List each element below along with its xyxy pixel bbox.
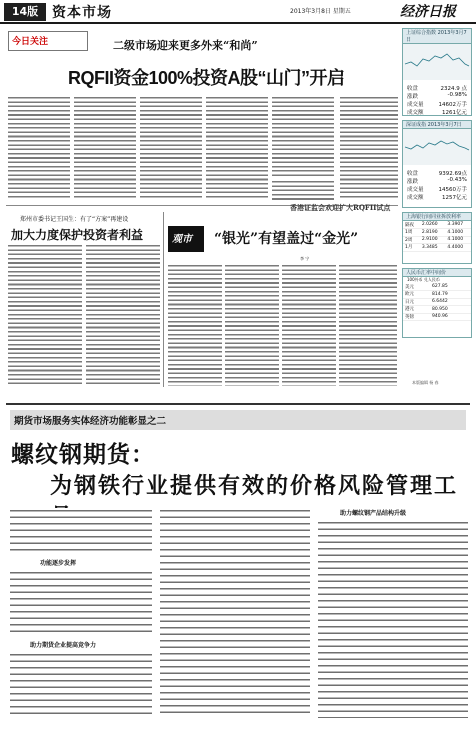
shibor-row: 1月 3.3485 4.4000 [403, 244, 471, 252]
sz-index-panel [402, 120, 472, 208]
fx-row: 美元 627.85 [403, 283, 471, 291]
fx-title: 人民币汇率中间价 [403, 269, 471, 277]
feature-subhead: 功能逐步发挥 [40, 560, 77, 567]
body-text-col [8, 96, 70, 200]
issue-date: 2013年3月8日 星期五 [290, 8, 351, 15]
sz-index-chart [403, 129, 471, 165]
market-row-value: 14560万手 [438, 187, 467, 193]
fx-unit: 100外币 兑人民币 [407, 277, 440, 282]
page-number: 14版 [4, 3, 46, 21]
body-text-col [318, 520, 468, 718]
feature-headline-2: 为钢铁行业提供有效的价格风险管理工 [50, 473, 459, 499]
series-title: 期货市场服务实体经济功能彰显之二 [14, 416, 167, 427]
shibor-title: 上海银行间同业拆放利率 [403, 213, 471, 221]
market-row-label: 收盘 [407, 86, 419, 92]
body-text-col [272, 96, 334, 176]
market-row-label: 涨跌 [407, 94, 419, 100]
market-row [403, 84, 471, 92]
fx-row: 日元 6.6442 [403, 298, 471, 306]
market-row [403, 100, 471, 108]
shibor-row: 2周 2.9100 4.1000 [403, 236, 471, 244]
hk-story-headline: 香港证监会欢迎扩大RQFII试点 [290, 203, 391, 212]
market-row [403, 193, 471, 201]
market-row-value: -0.98% [447, 92, 467, 98]
sz-index-header: 深证成指 2013年3月7日 [403, 121, 471, 129]
observe-badge: 观市 [172, 234, 192, 245]
body-text-col [74, 96, 136, 200]
body-text-col [282, 264, 336, 386]
shibor-row: 1周 2.8190 4.1000 [403, 229, 471, 237]
body-text-col [225, 264, 279, 386]
market-row [403, 177, 471, 185]
body-text-col [86, 244, 160, 386]
market-row [403, 185, 471, 193]
story2-headline: 加大力度保护投资者利益 [11, 228, 144, 242]
feature-headline-1: 螺纹钢期货： [11, 441, 155, 468]
fx-table [403, 283, 471, 321]
story3-byline: 李 宁 [300, 256, 310, 261]
sh-index-chart [403, 44, 471, 80]
story3-headline: “银光”有望盖过“金光” [214, 231, 359, 247]
body-text-col [206, 96, 268, 200]
market-row-value: 2324.9 点 [440, 86, 467, 92]
top-story-headline: RQFII资金100%投资A股“山门”开启 [68, 68, 345, 88]
body-text-col [272, 180, 334, 202]
top-story-subheadline: 二级市场迎来更多外来“和尚” [113, 39, 258, 52]
body-text-col [140, 96, 202, 200]
focus-label: 今日关注 [12, 37, 49, 47]
panel-source: 本版编辑 杨 春 [412, 380, 439, 385]
market-row-label: 成交量 [407, 187, 424, 193]
body-text-col [168, 264, 222, 386]
body-text-col [339, 264, 397, 386]
section-name: 资本市场 [52, 5, 112, 21]
body-text-col [160, 508, 310, 718]
market-row-value: -0.43% [447, 177, 467, 183]
masthead-logo: 经济日报 [400, 4, 456, 20]
sh-index-panel [402, 28, 472, 116]
shibor-panel [402, 212, 472, 264]
market-row-label: 成交量 [407, 102, 424, 108]
fx-panel [402, 268, 472, 338]
fx-row: 欧元 814.79 [403, 291, 471, 299]
feature-subhead: 助力螺纹钢产品结构升级 [340, 510, 407, 517]
fx-row: 英镑 940.96 [403, 313, 471, 321]
shibor-table [403, 221, 471, 252]
section-divider [6, 403, 470, 405]
body-text-col [10, 652, 152, 718]
body-text-col [10, 508, 152, 554]
market-row [403, 108, 471, 116]
feature-subhead: 助力期货企业提高竞争力 [30, 642, 97, 649]
body-text-col [10, 570, 152, 636]
story2-subheadline: 郑州市委书记王国生：有了“方案”再建设 [20, 216, 129, 223]
market-row-label: 成交额 [407, 110, 424, 116]
market-row-value: 1261亿元 [442, 110, 467, 116]
market-row-value: 14602万手 [438, 102, 467, 108]
market-row [403, 169, 471, 177]
market-row-value: 1257亿元 [442, 195, 467, 201]
shibor-row: 隔夜 2.0260 3.3907 [403, 221, 471, 229]
body-text-col [340, 96, 398, 200]
market-row-value: 9392.69点 [438, 171, 467, 177]
market-row [403, 92, 471, 100]
market-row-label: 涨跌 [407, 179, 419, 185]
body-text-col [8, 244, 82, 386]
market-row-label: 成交额 [407, 195, 424, 201]
fx-row: 港元 80.950 [403, 306, 471, 314]
divider [163, 212, 164, 387]
sh-index-header: 上证综合指数 2013年3月7日 [403, 29, 471, 44]
market-row-label: 收盘 [407, 171, 419, 177]
